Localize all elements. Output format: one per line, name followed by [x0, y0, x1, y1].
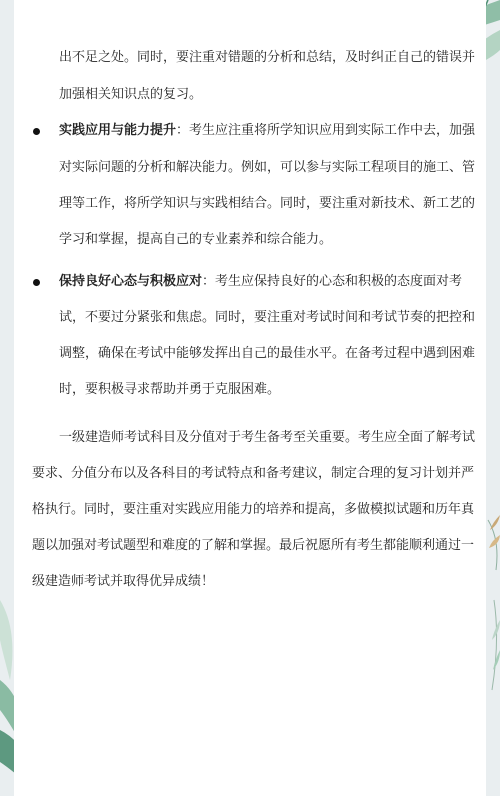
paragraph-line: 时，要积极寻求帮助并勇于克服困难。 [59, 382, 281, 397]
floral-decoration-icon [488, 515, 500, 690]
paragraph-line: 试，不要过分紧张和焦虑。同时，要注重对考试时间和考试节奏的把控和 [59, 310, 476, 325]
bullet-dot-icon [33, 128, 40, 135]
paragraph-line: 加强相关知识点的复习。 [59, 87, 203, 102]
bullet-item-mindset [59, 264, 462, 300]
paragraph-line: 题以加强对考试题型和难度的了解和掌握。最后祝愿所有考生都能顺利通过一 [32, 538, 475, 553]
paragraph-line: 级建造师考试并取得优异成绩！ [32, 574, 215, 589]
bullet-title: 实践应用与能力提升 [59, 123, 177, 138]
bullet-title: 保持良好心态与积极应对 [59, 274, 203, 289]
bullet-dot-icon [33, 279, 40, 286]
document-page [14, 0, 486, 796]
paragraph-line: 要求、分值分布以及各科目的考试特点和备考建议，制定合理的复习计划并严 [32, 466, 475, 481]
bullet-text: ：考生应保持良好的心态和积极的态度面对考 [202, 274, 463, 289]
bullet-text: ：考生应注重将所学知识应用到实际工作中去，加强 [176, 123, 476, 138]
bullet-item-practice [59, 113, 475, 149]
paragraph-line: 学习和掌握，提高自己的专业素养和综合能力。 [59, 232, 333, 247]
paragraph-line: 调整，确保在考试中能够发挥出自己的最佳水平。在备考过程中遇到困难 [59, 346, 476, 361]
paragraph-line: 对实际问题的分析和解决能力。例如，可以参与实际工程项目的施工、管 [59, 160, 476, 175]
paragraph-line: 格执行。同时，要注重对实践应用能力的培养和提高，多做模拟试题和历年真 [32, 502, 475, 517]
paragraph-line: 一级建造师考试科目及分值对于考生备考至关重要。考生应全面了解考试 [59, 430, 476, 445]
paragraph-line: 理等工作，将所学知识与实践相结合。同时，要注重对新技术、新工艺的 [59, 196, 476, 211]
paragraph-line: 出不足之处。同时，要注重对错题的分析和总结，及时纠正自己的错误并 [59, 50, 476, 65]
